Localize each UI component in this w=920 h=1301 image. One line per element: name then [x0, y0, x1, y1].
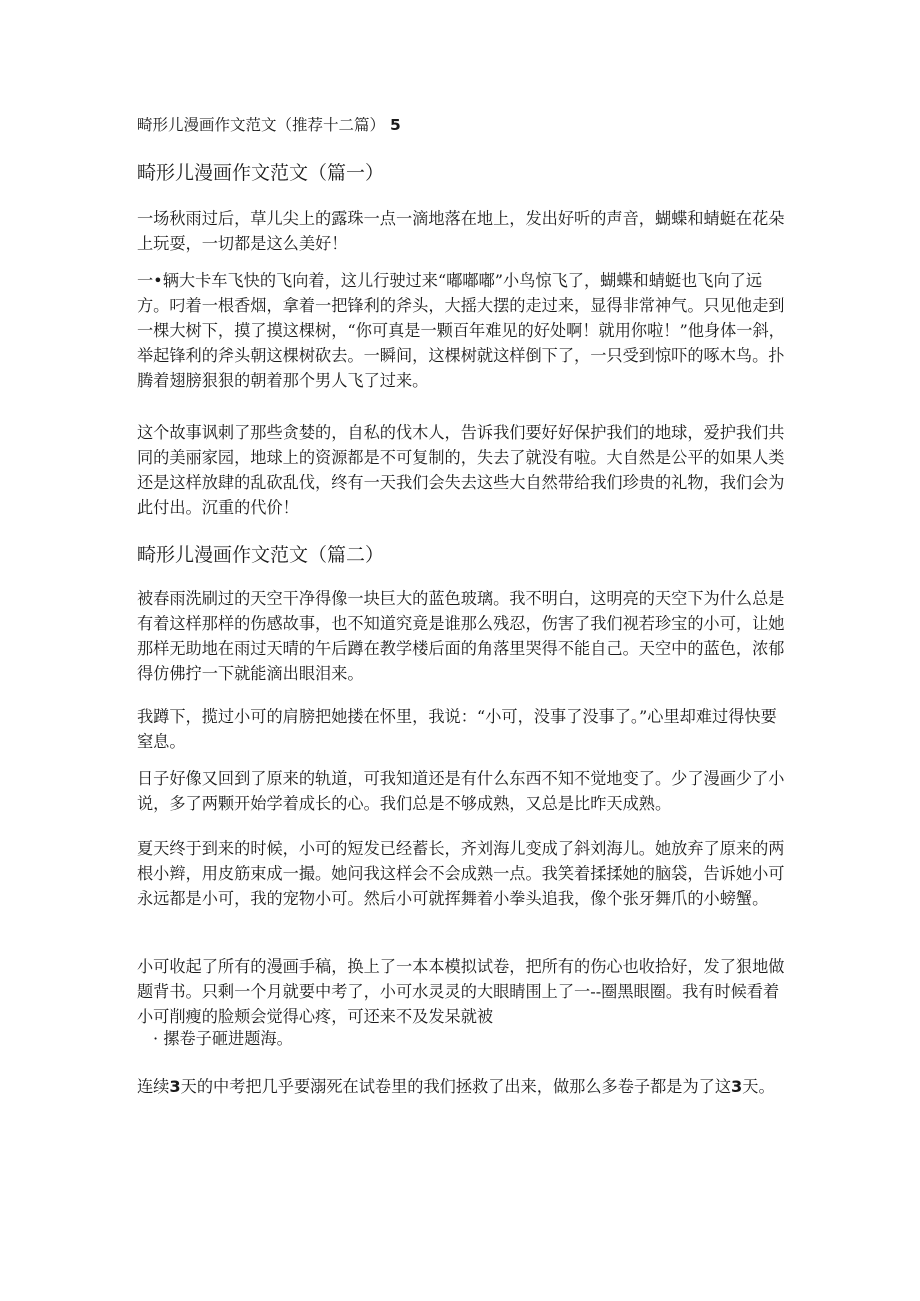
paragraph: 小可收起了所有的漫画手稿，换上了一本本模拟试卷，把所有的伤心也收拾好，发了狠地做题背书。只剩一个月就要中考了，小可水灵灵的大眼睛围上了一--圈黑眼圈。我有时候看着小可削瘦的脸颊会觉得心疼，可还来不及发呆就被 — [137, 957, 785, 1026]
paragraph: 这个故事讽刺了那些贪婪的，自私的伐木人，告诉我们要好好保护我们的地球，爱护我们共同的美丽家园，地球上的资源都是不可复制的，失去了就没有啦。大自然是公平的如果人类还是这样放肆的乱砍乱伐，终有一天我们会失去这些大自然带给我们珍贵的礼物，我们会为此付出。沉重的代价！ — [137, 423, 785, 517]
document-title-text: 畸形儿漫画作文范文（推荐十二篇） — [137, 116, 386, 134]
section-heading-2: 畸形儿漫画作文范文（篇二） — [137, 544, 385, 566]
text-segment: 连续 — [137, 1077, 170, 1096]
last-paragraph — [137, 1074, 787, 1099]
paragraph: 我蹲下，揽过小可的肩膀把她搂在怀里，我说：“小可，没事了没事了。”心里却难过得快要窒息。 — [137, 707, 777, 751]
paragraph: 一•辆大卡车飞快的飞向着，这儿行驶过来“嘟嘟嘟”小鸟惊飞了，蝴蝶和蜻蜓也飞向了远方。叼着一根香烟，拿着一把锋利的斧头，大摇大摆的走过来，显得非常神气。只见他走到一棵大树下，摸了摸这棵树，“你可真是一颗百年难见的好处啊！就用你啦！”他身体一斜，举起锋利的斧头朝这棵树砍去。一瞬间，这棵树就这样倒下了，一只受到惊吓的啄木鸟。扑腾着翅膀狠狠的朝着那个男人飞了过来。 — [137, 271, 785, 390]
document-title-number: 5 — [389, 116, 401, 134]
bullet-line: · 摞卷子砸进题海。 — [153, 1029, 293, 1048]
paragraph: 夏天终于到来的时候，小可的短发已经蓄长，齐刘海儿变成了斜刘海儿。她放弃了原来的两根小辫，用皮筋束成一撮。她问我这样会不会成熟一点。我笑着揉揉她的脑袋，告诉她小可永远都是小可，我的宠物小可。然后小可就挥舞着小拳头追我，像个张牙舞爪的小螃蟹。 — [137, 839, 785, 908]
section-heading-1: 畸形儿漫画作文范文（篇一） — [137, 162, 385, 184]
paragraph: 日子好像又回到了原来的轨道，可我知道还是有什么东西不知不觉地变了。少了漫画少了小说，多了两颗开始学着成长的心。我们总是不够成熟，又总是比昨天成熟。 — [137, 769, 785, 813]
bold-number: 3 — [731, 1077, 743, 1096]
document-title — [137, 114, 401, 136]
paragraph: 被春雨洗刷过的天空干净得像一块巨大的蓝色玻璃。我不明白，这明亮的天空下为什么总是有着这样那样的伤感故事，也不知道究竟是谁那么残忍，伤害了我们视若珍宝的小可，让她那样无助地在雨过天晴的午后蹲在教学楼后面的角落里哭得不能自己。天空中的蓝色，浓郁得仿佛拧一下就能滴出眼泪来。 — [137, 589, 785, 683]
text-segment: 天的中考把几乎要溺死在试卷里的我们拯救了出来，做那么多卷子都是为了这 — [180, 1077, 732, 1096]
text-segment: 天。 — [742, 1077, 775, 1096]
bold-number: 3 — [169, 1077, 181, 1096]
paragraph: 一场秋雨过后，草儿尖上的露珠一点一滴地落在地上，发出好听的声音，蝴蝶和蜻蜓在花朵上玩耍，一切都是这么美好！ — [137, 209, 785, 253]
